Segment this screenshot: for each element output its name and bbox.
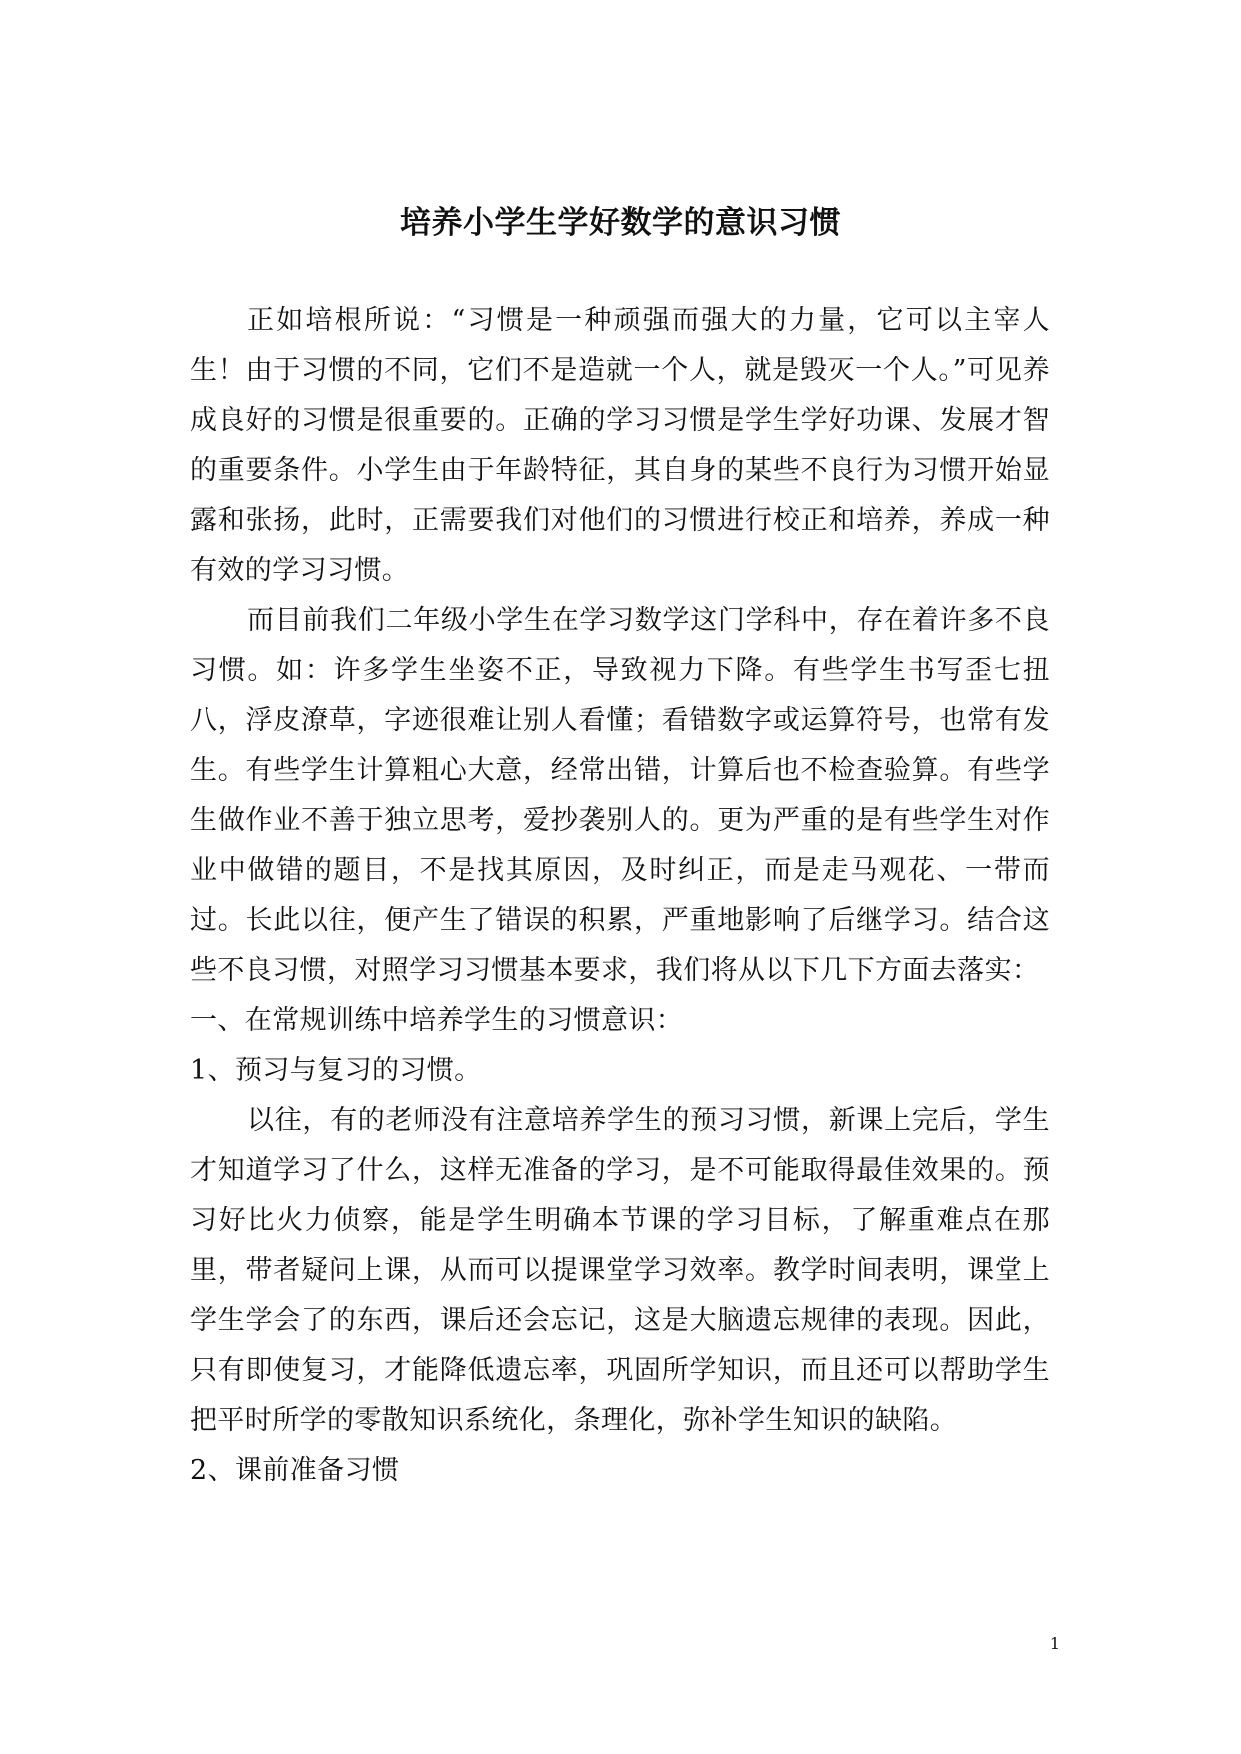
page-number: 1	[1049, 1634, 1060, 1653]
paragraph-bad-habits: 而目前我们二年级小学生在学习数学这门学科中，存在着许多不良习惯。如：许多学生坐姿不正，导致视力下降。有些学生书写歪七扭八，浮皮潦草，字迹很难让别人看懂；看错数字或运算符号，也常有发生。有些学生计算粗心大意，经常出错，计算后也不检查验算。有些学生做作业不善于独立思考，爱抄袭别人的。更为严重的是有些学生对作业中做错的题目，不是找其原因，及时纠正，而是走马观花、一带而过。长此以往，便产生了错误的积累，严重地影响了后继学习。结合这些不良习惯，对照学习习惯基本要求，我们将从以下几下方面去落实：	[190, 605, 1050, 986]
section-heading-1: 一、在常规训练中培养学生的习惯意识：	[190, 1005, 684, 1036]
paragraph-preview-review: 以往，有的老师没有注意培养学生的预习习惯，新课上完后，学生才知道学习了什么，这样无准备的学习，是不可能取得最佳效果的。预习好比火力侦察，能是学生明确本节课的学习目标，了解重难点在那里，带者疑问上课，从而可以提课堂学习效率。教学时间表明，课堂上学生学会了的东西，课后还会忘记，这是大脑遗忘规律的表现。因此，只有即使复习，才能降低遗忘率，巩固所学知识，而且还可以帮助学生把平时所学的零散知识系统化，条理化，弥补学生知识的缺陷。	[190, 1105, 1050, 1436]
subheading-preview-review: 1、预习与复习的习惯。	[190, 1055, 482, 1086]
paragraph-intro: 正如培根所说：“习惯是一种顽强而强大的力量，它可以主宰人生！由于习惯的不同，它们不是造就一个人，就是毁灭一个人。”可见养成良好的习惯是很重要的。正确的学习习惯是学生学好功课、发展才智的重要条件。小学生由于年龄特征，其自身的某些不良行为习惯开始显露和张扬，此时，正需要我们对他们的习惯进行校正和培养，养成一种有效的学习习惯。	[190, 305, 1050, 586]
document-body	[190, 296, 1050, 1496]
document-title: 培养小学生学好数学的意识习惯	[400, 205, 841, 241]
subheading-class-preparation: 2、课前准备习惯	[190, 1455, 400, 1486]
